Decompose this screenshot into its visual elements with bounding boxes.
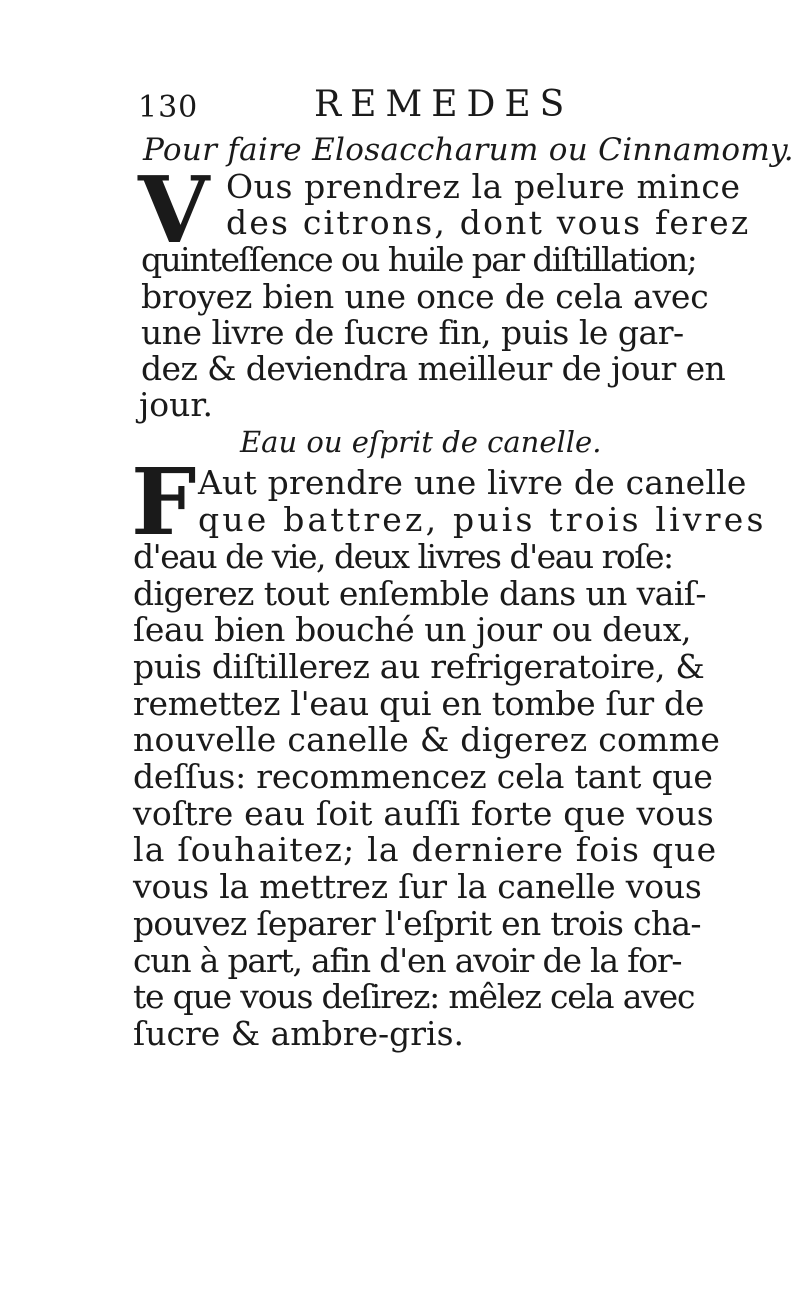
text-line: digerez tout enſemble dans un vaiſ-: [133, 574, 706, 613]
recipe-title: Eau ou eſprit de canelle.: [240, 425, 602, 459]
text-line: que battrez, puis trois livres: [198, 500, 767, 539]
text-line: vous la mettrez ſur la canelle vous: [133, 867, 702, 906]
text-line: Aut prendre une livre de canelle: [198, 463, 747, 502]
text-line: des citrons, dont vous ferez: [226, 203, 751, 242]
text-line: Ous prendrez la pelure mince: [226, 167, 741, 206]
drop-cap: F: [131, 448, 197, 556]
recipe-title: Pour faire Elosaccharum ou Cinnamomy.: [143, 132, 794, 168]
text-line: te que vous deſirez: mêlez cela avec: [133, 977, 695, 1016]
text-line: la ſouhaitez; la derniere fois que: [133, 830, 718, 869]
text-line: cun à part, afin d'en avoir de la for-: [133, 941, 682, 980]
text-line: dez & deviendra meilleur de jour en: [141, 349, 726, 388]
text-line: jour.: [139, 385, 213, 424]
running-title: REMEDES: [314, 84, 574, 125]
text-line: voſtre eau ſoit auſſi forte que vous: [133, 794, 714, 833]
text-line: une livre de ſucre fin, puis le gar-: [141, 313, 684, 352]
text-line: remettez l'eau qui en tombe ſur de: [133, 684, 705, 723]
page-number: 130: [138, 90, 199, 125]
text-line: d'eau de vie, deux livres d'eau roſe:: [133, 537, 673, 576]
text-line: quinteſſence ou huile par diſtillation;: [141, 240, 697, 279]
text-line: broyez bien une once de cela avec: [141, 277, 709, 316]
text-line: deſſus: recommencez cela tant que: [133, 757, 713, 796]
text-line: ſeau bien bouché un jour ou deux,: [133, 610, 692, 649]
page-header: [138, 82, 668, 126]
text-line: puis diſtillerez au refrigeratoire, &: [133, 647, 705, 686]
text-line: pouvez ſeparer l'eſprit en trois cha-: [133, 904, 701, 943]
text-line: nouvelle canelle & digerez comme: [133, 720, 721, 759]
text-line: ſucre & ambre-gris.: [133, 1014, 465, 1053]
drop-cap: V: [138, 156, 210, 264]
